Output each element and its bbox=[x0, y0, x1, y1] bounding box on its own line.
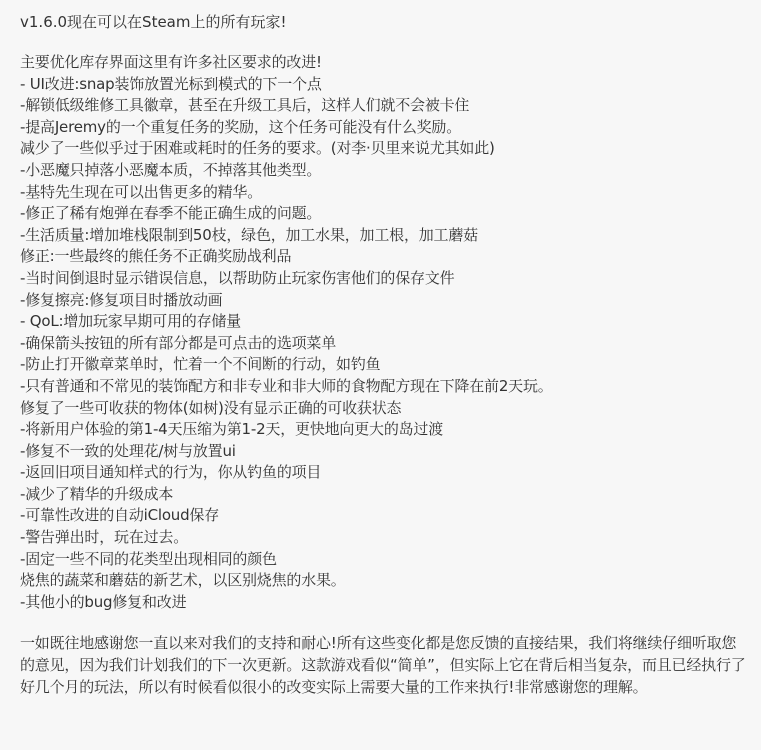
changelog-item: 减少了一些似乎过于困难或耗时的任务的要求。(对李·贝里来说尤其如此) bbox=[20, 139, 495, 158]
changelog-item: -只有普通和不常见的装饰配方和非专业和非大师的食物配方现在下降在前2天玩。 bbox=[20, 376, 553, 395]
changelog-item: -防止打开徽章菜单时，忙着一个不间断的行动，如钓鱼 bbox=[20, 355, 381, 374]
changelog-item: -可靠性改进的自动iCloud保存 bbox=[20, 506, 220, 525]
changelog-item: 主要优化库存界面这里有许多社区要求的改进! bbox=[20, 53, 322, 71]
changelog-item: -修复擦亮:修复项目时播放动画 bbox=[20, 290, 223, 309]
changelog-item: - QoL:增加玩家早期可用的存储量 bbox=[20, 312, 241, 331]
changelog-list bbox=[20, 52, 761, 613]
spacer bbox=[20, 613, 761, 633]
changelog-item: -基特先生现在可以出售更多的精华。 bbox=[20, 182, 263, 201]
changelog-item: -减少了精华的升级成本 bbox=[20, 484, 174, 503]
changelog-item: -修复不一致的处理花/树与放置ui bbox=[20, 441, 236, 460]
changelog-item: -返回旧项目通知样式的行为，你从钓鱼的项目 bbox=[20, 463, 322, 482]
changelog-item: -解锁低级维修工具徽章，甚至在升级工具后，这样人们就不会被卡住 bbox=[20, 96, 470, 115]
version-title: v1.6.0现在可以在Steam上的所有玩家! bbox=[20, 13, 287, 31]
closing-paragraph: 一如既往地感谢您一直以来对我们的支持和耐心!所有这些变化都是您反馈的直接结果，我们将继续仔细听取您的意见，因为我们计划我们的下一次更新。这款游戏看似“简单”，但实际上它在背后相当复杂，而且已经执行了好几个月的玩法，所以有时候看似很小的改变实际上需要大量的工作来执行!非常感谢您的理解。 bbox=[20, 634, 746, 696]
changelog-item: 修复了一些可收获的物体(如树)没有显示正确的可收获状态 bbox=[20, 398, 402, 417]
changelog-item: -固定一些不同的花类型出现相同的颜色 bbox=[20, 549, 277, 568]
changelog-item: -其他小的bug修复和改进 bbox=[20, 592, 187, 611]
changelog-item: -修正了稀有炮弹在春季不能正确生成的问题。 bbox=[20, 204, 322, 223]
changelog-item: -当时间倒退时显示错误信息，以帮助防止玩家伤害他们的保存文件 bbox=[20, 268, 455, 287]
changelog-item: -小恶魔只掉落小恶魔本质，不掉落其他类型。 bbox=[20, 160, 322, 179]
changelog-item: -警告弹出时，玩在过去。 bbox=[20, 528, 189, 547]
changelog-item: -生活质量:增加堆栈限制到50枝，绿色，加工水果，加工根，加工蘑菇 bbox=[20, 225, 478, 244]
changelog-item: 烧焦的蔬菜和蘑菇的新艺术，以区别烧焦的水果。 bbox=[20, 571, 346, 590]
changelog-item: -将新用户体验的第1-4天压缩为第1-2天，更快地向更大的岛过渡 bbox=[20, 420, 444, 439]
changelog-item: - UI改进:snap装饰放置光标到模式的下一个点 bbox=[20, 74, 322, 93]
changelog-item: -提高Jeremy的一个重复任务的奖励，这个任务可能没有什么奖励。 bbox=[20, 117, 462, 136]
changelog-item: -确保箭头按钮的所有部分都是可点击的选项菜单 bbox=[20, 333, 337, 352]
spacer bbox=[20, 34, 761, 52]
changelog-item: 修正:一些最终的熊任务不正确奖励战利品 bbox=[20, 247, 292, 266]
